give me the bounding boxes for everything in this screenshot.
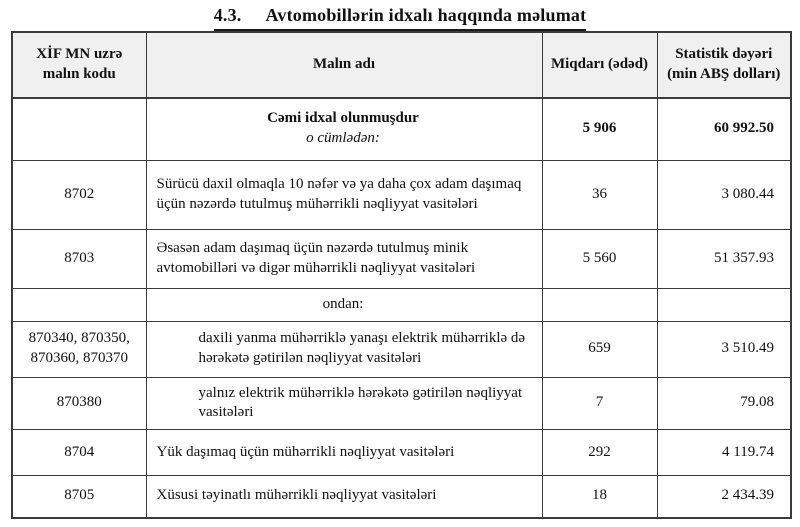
cell-code: 870380 — [12, 377, 146, 430]
cell-value: 3 080.44 — [657, 160, 791, 229]
section-title — [0, 0, 800, 31]
cell-quantity: 5 906 — [542, 98, 657, 160]
cell-code: 870340, 870350, 870360, 870370 — [12, 321, 146, 377]
table-row-total — [12, 98, 791, 160]
cell-name: Əsasən adam daşımaq üçün nəzərdə tutulmuş minik avtomobilləri və digər mühərrikli nəqliyyat vasitələri — [146, 229, 542, 288]
cell-quantity — [542, 288, 657, 321]
cell-name: ondan: — [146, 288, 542, 321]
total-label: Cəmi idxal olunmuşdur — [267, 110, 419, 127]
cell-quantity: 659 — [542, 321, 657, 377]
cell-quantity: 18 — [542, 476, 657, 518]
cell-code: 8705 — [12, 476, 146, 518]
cell-quantity: 36 — [542, 160, 657, 229]
cell-value: 3 510.49 — [657, 321, 791, 377]
section-number: 4.3. — [213, 5, 242, 25]
table-row-8704 — [12, 430, 791, 476]
cell-name: Sürücü daxil olmaqla 10 nəfər və ya daha çox adam daşımaq üçün nəzərdə tutulmuş mühərrikli nəqliyyat vasitələri — [146, 160, 542, 229]
table-row-8702 — [12, 160, 791, 229]
cell-name — [146, 98, 542, 160]
cell-code: 8702 — [12, 160, 146, 229]
cell-value — [657, 288, 791, 321]
table-row-8705 — [12, 476, 791, 518]
cell-code — [12, 288, 146, 321]
cell-code: 8703 — [12, 229, 146, 288]
cell-value: 60 992.50 — [657, 98, 791, 160]
table-row-ondan — [12, 288, 791, 321]
section-title-underline — [214, 5, 587, 31]
cell-name: Yük daşımaq üçün mühərrikli nəqliyyat vasitələri — [146, 430, 542, 476]
section-title-text: Avtomobillərin idxalı haqqında məlumat — [265, 5, 587, 25]
cell-name: Xüsusi təyinatlı mühərrikli nəqliyyat vasitələri — [146, 476, 542, 518]
cell-code: 8704 — [12, 430, 146, 476]
cell-name: yalnız elektrik mühərriklə hərəkətə gətirilən nəqliyyat vasitələri — [146, 377, 542, 430]
cell-quantity: 292 — [542, 430, 657, 476]
table-row-870340 — [12, 321, 791, 377]
header-quantity: Miqdarı (ədəd) — [542, 32, 657, 98]
car-imports-table — [11, 31, 792, 519]
table-row-870380 — [12, 377, 791, 430]
table-header-row — [12, 32, 791, 98]
cell-quantity: 5 560 — [542, 229, 657, 288]
header-value: Statistik dəyəri (min ABŞ dolları) — [657, 32, 791, 98]
total-sublabel: o cümlədən: — [306, 130, 380, 147]
header-name: Malın adı — [146, 32, 542, 98]
cell-value: 2 434.39 — [657, 476, 791, 518]
cell-quantity: 7 — [542, 377, 657, 430]
cell-name: daxili yanma mühərriklə yanaşı elektrik mühərriklə də hərəkətə gətirilən nəqliyyat vasitələri — [146, 321, 542, 377]
header-code: XİF MN uzrə malın kodu — [12, 32, 146, 98]
cell-value: 4 119.74 — [657, 430, 791, 476]
cell-value: 51 357.93 — [657, 229, 791, 288]
cell-code — [12, 98, 146, 160]
cell-value: 79.08 — [657, 377, 791, 430]
table-row-8703 — [12, 229, 791, 288]
